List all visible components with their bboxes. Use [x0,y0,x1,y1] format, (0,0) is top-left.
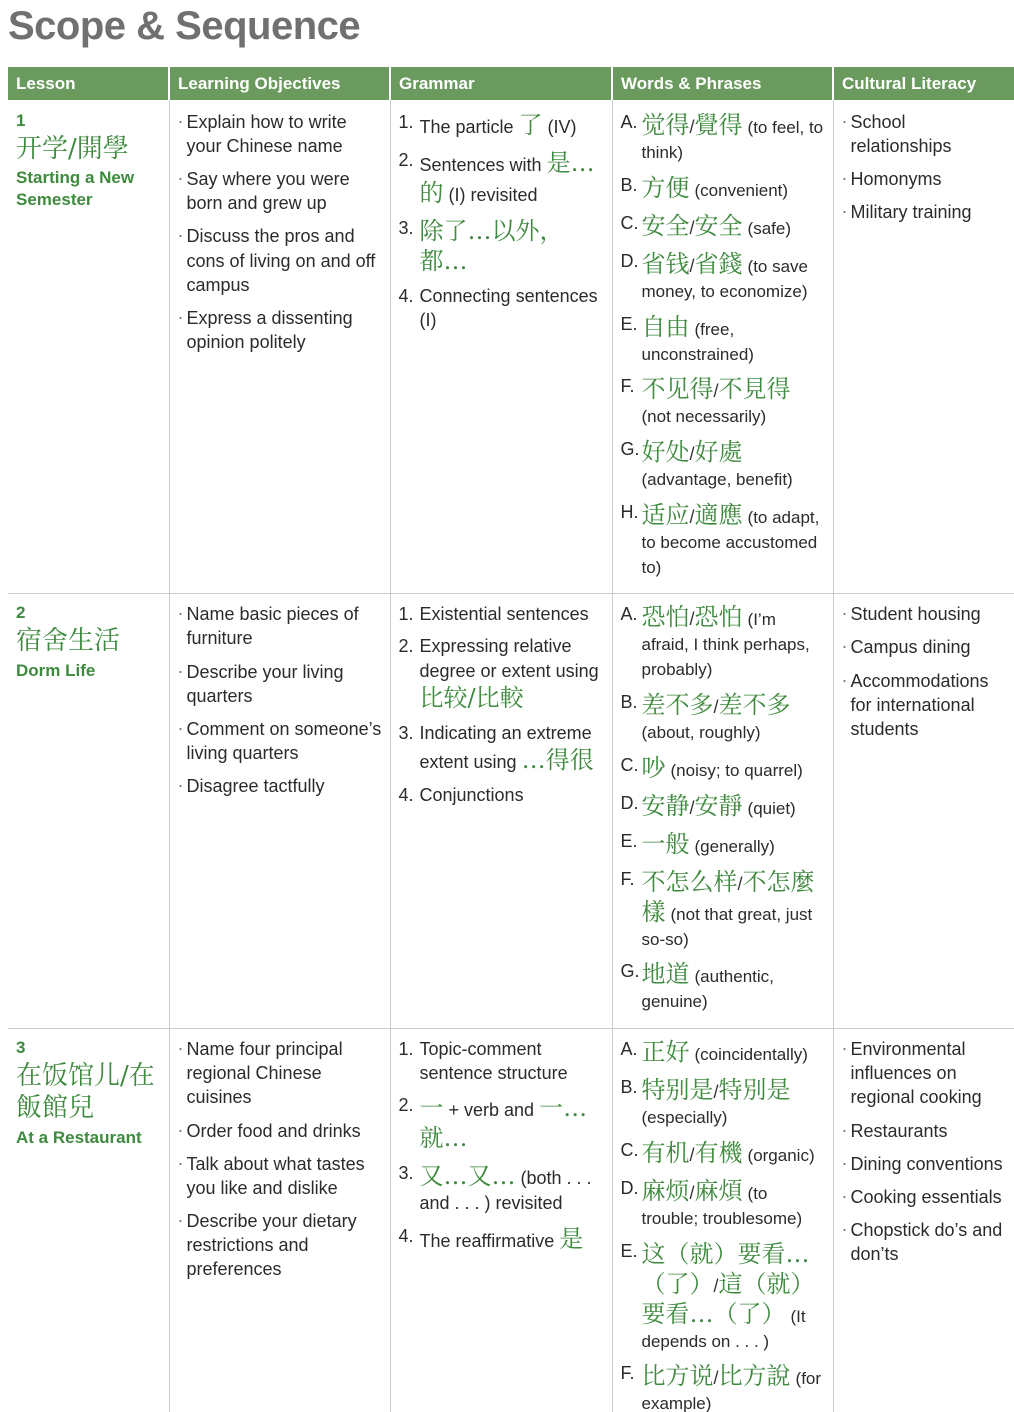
objective-item: · Comment on someone’s living quarters [178,717,382,765]
word-meaning: (free, unconstrained) [641,319,754,364]
grammar-item [399,783,604,807]
word-meaning: (about, roughly) [641,722,761,742]
word-slash: / [689,255,695,276]
word-traditional: 安全 [694,211,743,240]
word-simplified: 麻烦 [641,1176,690,1205]
word-simplified: 一般 [641,829,690,858]
objective-item: · Talk about what tastes you like and dislike [178,1152,382,1200]
grammar-item [399,634,604,712]
word-meaning: (quiet) [747,798,796,818]
objectives-cell [169,1029,390,1412]
lesson-cell [8,594,169,1029]
grammar-text: Topic-comment sentence structure [419,1039,568,1084]
word-letter: D. [620,1177,639,1198]
grammar-chinese: 是 [559,1224,584,1253]
grammar-cell [390,100,612,594]
grammar-chinese: 了 [518,111,543,139]
word-traditional: 省錢 [694,249,743,278]
grammar-text: Sentences with [419,155,547,175]
word-meaning: (safe) [747,218,791,238]
objective-item: · Name basic pieces of furniture [178,602,382,650]
word-traditional: 差不多 [718,690,791,719]
culture-item: · Campus dining [842,635,1007,659]
lesson-title-en: At a Restaurant [16,1127,142,1147]
word-meaning: (It depends on . . . ) [641,1306,806,1351]
word-item [621,500,825,580]
word-simplified: 方便 [641,173,690,202]
word-meaning: (organic) [747,1145,815,1165]
culture-cell [833,100,1014,594]
word-item [621,1176,825,1231]
word-item [621,867,825,952]
word-item [621,437,825,492]
grammar-number: 2. [398,150,414,170]
word-item [621,829,825,859]
word-meaning: (especially) [641,1108,728,1128]
words-cell [612,100,833,594]
word-slash: / [713,1368,719,1389]
word-letter: D. [620,792,639,813]
grammar-number: 3. [398,722,414,743]
word-simplified: 差不多 [641,690,714,719]
word-letter: H. [620,501,639,522]
word-traditional: 這（就）要看…（了） [641,1269,815,1328]
culture-item: · Environmental influences on regional cooking [842,1037,1007,1109]
word-item [621,690,825,745]
word-letter: A. [620,112,638,132]
word-meaning: (noisy; to quarrel) [670,760,803,780]
word-slash: / [713,1275,719,1296]
word-simplified: 吵 [641,753,666,782]
objective-item: · Express a dissenting opinion politely [178,306,382,354]
word-meaning: (I’m afraid, I think perhaps, probably) [641,610,810,680]
objectives-list [178,602,382,798]
grammar-chinese: 是…的 [419,149,595,207]
word-letter: F. [620,376,635,397]
lesson-number: 2 [16,603,26,623]
culture-item: · Chopstick do’s and don’ts [842,1218,1007,1266]
word-simplified: 省钱 [641,249,690,278]
header-lesson: Lesson [8,67,169,100]
word-slash: / [689,506,695,527]
word-simplified: 比方说 [641,1362,714,1391]
culture-item: · Restaurants [842,1119,1007,1143]
word-meaning: (not necessarily) [641,407,767,427]
word-meaning: (authentic, genuine) [641,967,774,1012]
objective-item: · Name four principal regional Chinese cuisines [178,1037,382,1109]
word-item [621,249,825,304]
header-learning-objectives: Learning Objectives [169,67,390,100]
word-meaning: (not that great, just so-so) [641,904,813,949]
word-letter: A. [620,604,638,625]
culture-cell [833,594,1014,1029]
word-simplified: 地道 [641,960,690,989]
word-letter: F. [620,1363,635,1384]
words-list [621,1037,825,1412]
word-letter: B. [620,174,638,195]
table-row [8,1029,1014,1412]
grammar-text: Expressing relative degree or extent using [419,636,599,681]
culture-item: · School relationships [842,110,1007,158]
lesson-cell [8,100,169,594]
objective-item: · Order food and drinks [178,1119,382,1143]
word-slash: / [689,797,695,818]
word-simplified: 好处 [641,438,690,467]
table-row [8,100,1014,594]
grammar-number: 2. [398,636,414,657]
culture-item: · Homonyms [842,167,1007,191]
word-item [621,1239,825,1354]
word-slash: / [689,609,695,630]
lesson-title-zh: 宿舍生活 [16,626,121,657]
word-slash: / [689,444,695,465]
grammar-text: Indicating an extreme extent using [419,722,592,772]
word-slash: / [689,217,695,238]
grammar-item [399,1093,604,1153]
word-slash: / [689,117,695,137]
lesson-number: 1 [16,111,26,130]
word-letter: B. [620,691,638,712]
word-item [621,110,825,165]
page-title: Scope & Sequence [8,4,361,48]
grammar-number: 1. [398,604,414,625]
word-simplified: 自由 [641,312,690,341]
word-simplified: 安全 [641,211,690,240]
grammar-number: 1. [398,1039,414,1060]
word-item [621,791,825,821]
culture-cell [833,1029,1014,1412]
grammar-item [399,110,604,140]
word-simplified: 适应 [641,500,690,529]
words-cell [612,1029,833,1412]
grammar-item [399,1161,604,1215]
grammar-text: The reaffirmative [419,1230,560,1251]
culture-list [842,110,1007,224]
grammar-number: 4. [398,784,414,805]
word-item [621,312,825,367]
word-simplified: 不见得 [641,375,714,404]
objective-item: · Describe your living quarters [178,660,382,708]
objectives-cell [169,100,390,594]
words-list [621,110,825,579]
word-item [621,211,825,241]
word-traditional: 恐怕 [694,603,743,632]
word-traditional: 適應 [694,500,743,529]
objectives-cell [169,594,390,1029]
word-letter: E. [620,1240,638,1261]
table-row [8,594,1014,1029]
word-traditional: 不怎麼樣 [641,867,815,926]
grammar-chinese: 除了…以外，都… [419,217,564,275]
grammar-number: 4. [398,1225,414,1246]
grammar-text: Conjunctions [419,784,524,805]
word-slash: / [713,381,719,402]
objective-item: · Say where you were born and grew up [178,167,382,215]
word-simplified: 这（就）要看…（了） [641,1239,810,1298]
word-simplified: 恐怕 [641,603,690,632]
grammar-text: + verb and [443,1100,540,1121]
culture-item: · Student housing [842,602,1007,626]
word-letter: E. [620,313,638,334]
word-letter: G. [620,439,640,460]
lesson-title-en: Starting a New Semester [16,168,135,210]
word-letter: E. [620,830,638,851]
grammar-item [399,284,604,332]
word-meaning: (to trouble; troublesome) [641,1183,803,1228]
word-traditional: 麻煩 [694,1176,743,1205]
lesson-title-zh: 在饭馆儿/在飯館兒 [16,1060,155,1124]
word-simplified: 有机 [641,1138,690,1167]
grammar-cell [390,594,612,1029]
grammar-text: (both . . . and . . . ) revisited [419,1168,592,1214]
grammar-text: (I) revisited [443,185,538,205]
word-simplified: 不怎么样 [641,867,738,896]
word-simplified: 安静 [641,791,690,820]
word-traditional: 安靜 [694,791,743,820]
grammar-chinese: 一…就… [419,1094,588,1153]
word-letter: C. [620,1139,639,1160]
word-simplified: 特别是 [641,1076,714,1105]
culture-list [842,1037,1007,1266]
words-cell [612,594,833,1029]
scope-sequence-table [8,67,1014,1412]
grammar-cell [390,1029,612,1412]
word-traditional: 不見得 [718,375,791,404]
culture-item: · Accommodations for international students [842,669,1007,741]
word-item [621,374,825,429]
grammar-chinese: 一 [419,1094,444,1123]
word-letter: C. [620,754,639,775]
culture-item: · Dining conventions [842,1152,1007,1176]
words-list [621,602,825,1014]
grammar-list [399,110,604,332]
word-meaning: (to feel, to think) [641,118,824,162]
culture-item: · Cooking essentials [842,1185,1007,1209]
word-traditional: 比方說 [718,1362,791,1391]
word-item [621,1037,825,1067]
header-cultural-literacy: Cultural Literacy [833,67,1014,100]
objective-item: · Disagree tactfully [178,774,382,798]
word-letter: A. [620,1039,638,1060]
header-words-phrases: Words & Phrases [612,67,833,100]
word-traditional: 覺得 [694,111,743,139]
grammar-list [399,1037,604,1253]
word-item [621,173,825,203]
word-slash: / [689,1144,695,1165]
grammar-item [399,1224,604,1254]
word-item [621,1075,825,1130]
grammar-chinese: 比较/比較 [419,683,524,712]
grammar-text: Connecting sentences (I) [419,286,598,331]
word-traditional: 好處 [694,438,743,467]
word-meaning: (convenient) [694,180,789,200]
word-meaning: (to adapt, to become accustomed to) [641,507,820,577]
objectives-list [178,1037,382,1281]
word-slash: / [737,873,743,894]
word-item [621,602,825,682]
word-traditional: 有機 [694,1138,743,1167]
word-item [621,1361,825,1412]
word-item [621,1138,825,1168]
word-simplified: 觉得 [641,111,690,139]
word-simplified: 正好 [641,1038,690,1067]
objective-item: · Discuss the pros and cons of living on and off campus [178,224,382,296]
lesson-cell [8,1029,169,1412]
word-letter: B. [620,1077,638,1098]
word-meaning: (for example) [641,1369,822,1412]
header-grammar: Grammar [390,67,612,100]
lesson-title-zh: 开学/開學 [16,133,129,164]
grammar-chinese: 又…又… [419,1162,516,1191]
table-header-row [8,67,1014,100]
word-letter: G. [620,961,640,982]
grammar-number: 3. [398,1163,414,1184]
grammar-number: 4. [398,286,414,306]
grammar-item [399,216,604,276]
grammar-text: Existential sentences [419,604,589,625]
objective-item: · Describe your dietary restrictions and preferences [178,1209,382,1281]
word-meaning: (coincidentally) [694,1045,808,1065]
grammar-number: 1. [398,112,414,132]
culture-item: · Military training [842,200,1007,224]
grammar-text: (IV) [542,117,577,137]
word-letter: F. [620,868,635,889]
grammar-item [399,602,604,626]
word-item [621,959,825,1014]
grammar-number: 3. [398,218,414,238]
grammar-text: The particle [419,117,519,137]
grammar-list [399,602,604,807]
word-traditional: 特別是 [718,1076,791,1105]
culture-list [842,602,1007,741]
word-meaning: (generally) [694,836,775,856]
word-meaning: (to save money, to economize) [641,256,809,301]
word-slash: / [713,1082,719,1103]
grammar-chinese: …得很 [521,745,594,774]
word-letter: D. [620,250,639,271]
word-meaning: (advantage, benefit) [641,470,793,490]
objectives-list [178,110,382,354]
lesson-number: 3 [16,1038,26,1058]
grammar-item [399,1037,604,1085]
word-slash: / [689,1182,695,1203]
grammar-item [399,721,604,775]
word-letter: C. [620,212,639,233]
grammar-number: 2. [398,1095,414,1116]
word-slash: / [713,696,719,717]
grammar-item [399,148,604,208]
lesson-title-en: Dorm Life [16,660,96,680]
objective-item: · Explain how to write your Chinese name [178,110,382,158]
word-item [621,753,825,783]
